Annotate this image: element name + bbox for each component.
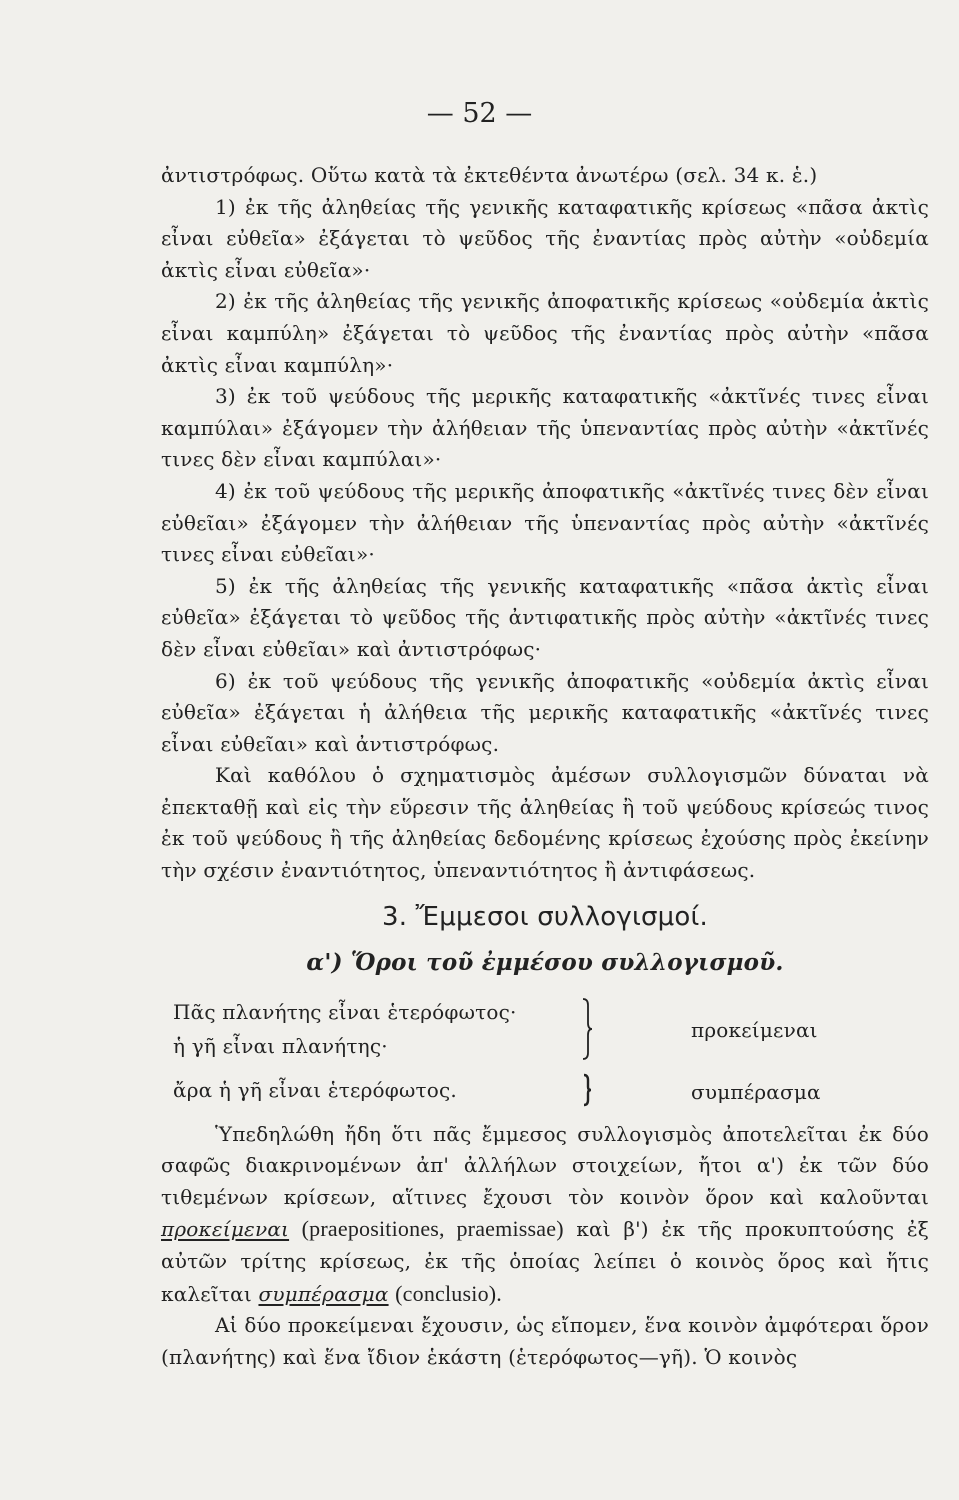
syllogism-example [161,995,929,1115]
term-premises: προκείμεναι [161,1217,290,1242]
premises-brace-icon [579,997,593,1061]
paragraph-item-5: 5) ἐκ τῆς ἀληθείας τῆς γενικῆς καταφατικῆς «πᾶσα ἀκτὶς εἶναι εὐθεῖα» ἐξάγεται τὸ ψεῦδος τῆς ἀντιφατικῆς πρὸς αὐτὴν «ἀκτῖνές τινες δὲν εἶναι εὐθεῖαι» καὶ ἀντιστρόφως· [161,573,929,661]
term-conclusion: συμπέρασμα [258,1281,389,1306]
paragraph-common-term: Αἱ δύο προκείμεναι ἔχουσιν, ὡς εἴπομεν, ἕνα κοινὸν ἀμφότεραι ὅρον (πλανήτης) καὶ ἕνα ἴδιον ἑκάστη (ἑτερόφωτος—γῆ). Ὁ κοινὸς [161,1313,929,1369]
page-number: — 52 — [426,98,533,129]
section-heading: 3. Ἔμμεσοι συλλογισμοί. [382,901,708,932]
paragraph-item-1: 1) ἐκ τῆς ἀληθείας τῆς γενικῆς καταφατικῆς κρίσεως «πᾶσα ἀκτὶς εἶναι εὐθεῖα» ἐξάγεται τὸ ψεῦδος τῆς ἐναντίας πρὸς αὐτὴν «οὐδεμία ἀκτὶς εἶναι εὐθεῖα»· [161,194,929,282]
premise-major: Πᾶς πλανήτης εἶναι ἑτερόφωτος· [173,999,517,1024]
body-text [161,160,929,1373]
conclusion-label: συμπέρασμα [691,1079,821,1104]
paragraph-item-2: 2) ἐκ τῆς ἀληθείας τῆς γενικῆς ἀποφατικῆς κρίσεως «οὐδεμία ἀκτὶς εἶναι καμπύλη» ἐξάγεται τὸ ψεῦδος τῆς ἐναντίας πρὸς αὐτὴν «πᾶσα ἀκτὶς εἶναι καμπύλη»· [161,289,929,377]
latin-conclusion: (conclusio). [395,1280,503,1306]
premise-minor: ἡ γῆ εἶναι πλανήτης· [173,1033,388,1058]
paragraph-elements [161,1119,929,1311]
subsection-heading: α') Ὅροι τοῦ ἐμμέσου συλλογισμοῦ. [306,948,784,976]
paragraph-item-6: 6) ἐκ τοῦ ψεύδους τῆς γενικῆς ἀποφατικῆς «οὐδεμία ἀκτὶς εἶναι εὐθεῖα» ἐξάγεται ἡ ἀλήθεια τῆς μερικῆς καταφατικῆς «ἀκτῖνές τινες εἶναι εὐθεῖαι» καὶ ἀντιστρόφως. [161,668,929,756]
conclusion: ἄρα ἡ γῆ εἶναι ἑτερόφωτος. [173,1077,457,1102]
premises-label: προκείμεναι [691,1017,818,1042]
conclusion-brace-icon [579,1073,593,1107]
paragraph-general: Καὶ καθόλου ὁ σχηματισμὸς ἀμέσων συλλογισμῶν δύναται νὰ ἐπεκταθῇ καὶ εἰς τὴν εὕρεσιν τῆς ἀληθείας ἢ τοῦ ψεύδους κρίσεώς τινος ἐκ τοῦ ψεύδους ἢ τῆς ἀληθείας δεδομένης κρίσεως ἐχούσης πρὸς ἐκείνην τὴν σχέσιν ἐναντιότητος, ὑπεναντιότητος ἢ ἀντιφάσεως. [161,763,929,883]
paragraph-item-4: 4) ἐκ τοῦ ψεύδους τῆς μερικῆς ἀποφατικῆς «ἀκτῖνές τινες δὲν εἶναι εὐθεῖαι» ἐξάγομεν τὴν ἀλήθειαν τῆς ὑπεναντίας πρὸς αὐτὴν «ἀκτῖνές τινες εἶναι εὐθεῖαι»· [161,478,929,567]
paragraph-elements-text-d: καὶ β') ἐκ τῆς προκυπτούσης ἐξ αὐτῶν τρίτης κρίσεως, ἐκ τῆς ὁποίας λείπει ὁ κοινὸς ὅρος καὶ ἥτις καλεῖται [161,1217,929,1306]
paragraph-intro: ἀντιστρόφως. Οὕτω κατὰ τὰ ἐκτεθέντα ἀνωτέρω (σελ. 34 κ. ἑ.) [161,163,818,187]
latin-premises: (praepositiones, praemissae) [301,1216,564,1242]
paragraph-elements-text-a: Ὑπεδηλώθη ἤδη ὅτι πᾶς ἔμμεσος συλλογισμὸς ἀποτελεῖται ἐκ δύο σαφῶς διακρινομένων ἀπ' ἀλλήλων στοιχείων, ἤτοι α') ἐκ τῶν δύο τιθεμένων κρίσεων, αἵτινες ἔχουσι τὸν κοινὸν ὅρον καὶ καλοῦνται [161,1121,929,1209]
paragraph-item-3: 3) ἐκ τοῦ ψεύδους τῆς μερικῆς καταφατικῆς «ἀκτῖνές τινες εἶναι καμπύλαι» ἐξάγομεν τὴν ἀλήθειαν τῆς ὑπεναντίας πρὸς αὐτὴν «ἀκτῖνές τινες δὲν εἶναι καμπύλαι»· [161,384,929,472]
